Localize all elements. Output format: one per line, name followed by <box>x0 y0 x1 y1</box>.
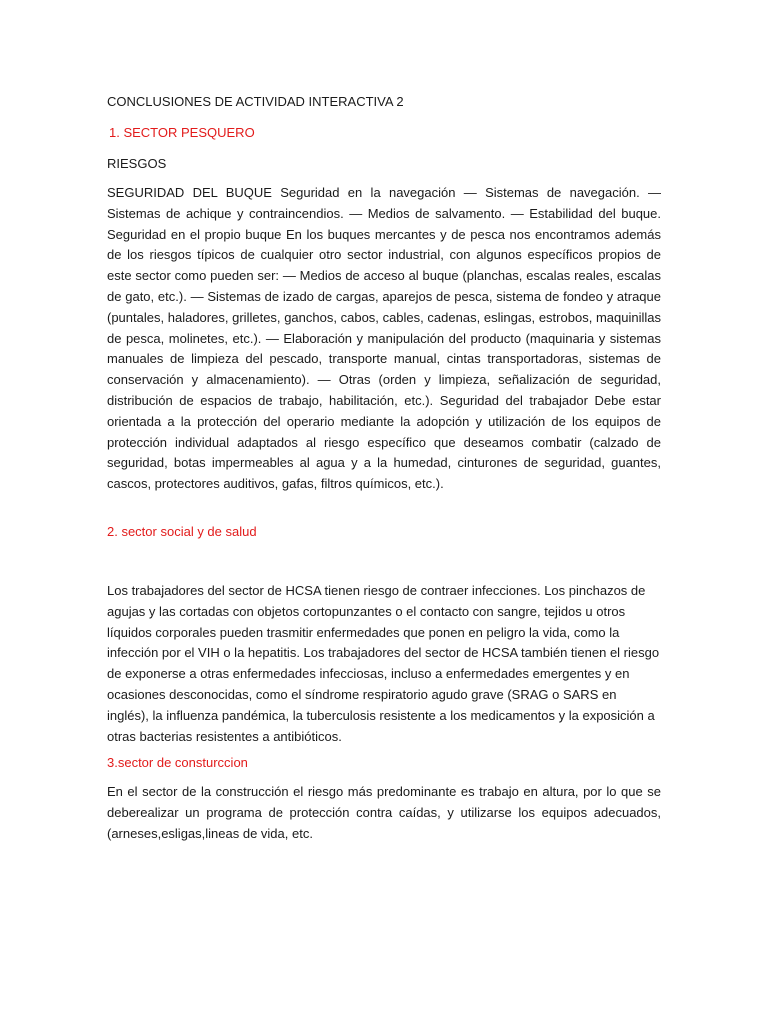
section-body-sector-construccion: En el sector de la construcción el riesgo más predominante es trabajo en altura, por lo que se deberealizar un programa de protección contra caídas, y utilizarse los equipos adecuados, (arneses,esligas,lineas de vida, etc. <box>107 784 661 841</box>
section-body-sector-social-salud: Los trabajadores del sector de HCSA tienen riesgo de contraer infecciones. Los pinchazos de agujas y las cortadas con objetos cortopunzantes o el contacto con sangre, tejidos u otros líquidos corporales pueden trasmitir enfermedades que ponen en peligro la vida, como la infección por el VIH o la hepatitis. Los trabajadores del sector de HCSA también tienen el riesgo de exponerse a otras enfermedades infecciosas, incluso a enfermedades emergentes y en ocasiones desconocidas, como el síndrome respiratorio agudo grave (SRAG o SARS en inglés), la influenza pandémica, la tuberculosis resistente a los medicamentos y la exposición a otras bacterias resistentes a antibióticos. <box>107 583 660 744</box>
section-body-sector-pesquero: SEGURIDAD DEL BUQUE Seguridad en la navegación — Sistemas de navegación. — Sistemas de achique y contraincendios. — Medios de salvamento. — Estabilidad del buque. Seguridad en el propio buque En los buques mercantes y de pesca nos encontramos además de los riesgos típicos de cualquier otro sector industrial, con algunos específicos propios de este sector como pueden ser: — Medios de acceso al buque (planchas, escalas reales, escalas de gato, etc.). — Sistemas de izado de cargas, aparejos de pesca, sistema de fondeo y atraque (puntales, haladores, grilletes, ganchos, cabos, cables, cadenas, eslingas, estrobos, maquinillas de pesca, molinetes, etc.). — Elaboración y manipulación del producto (maquinaria y sistemas manuales de limpieza del pescado, transporte manual, cintas transportadoras, sistemas de conservación y almacenamiento). — Otras (orden y limpieza, señalización de seguridad, distribución de espacios de trabajo, habilitación, etc.). Seguridad del trabajador Debe estar orientada a la protección del operario mediante la adopción y utilización de los equipos de protección individual adaptados al riesgo específico que deseamos combatir (calzado de seguridad, botas impermeables al agua y a la humedad, cinturones de seguridad, guantes, cascos, protectores auditivos, gafas, filtros químicos, etc.). <box>107 185 661 492</box>
document-title: CONCLUSIONES DE ACTIVIDAD INTERACTIVA 2 <box>107 94 404 109</box>
section-heading-sector-construccion: 3.sector de consturccion <box>107 755 248 770</box>
section-heading-sector-social-salud: 2. sector social y de salud <box>107 524 257 539</box>
section-heading-sector-pesquero: 1. SECTOR PESQUERO <box>109 125 255 140</box>
section-subheading-riesgos: RIESGOS <box>107 156 167 171</box>
